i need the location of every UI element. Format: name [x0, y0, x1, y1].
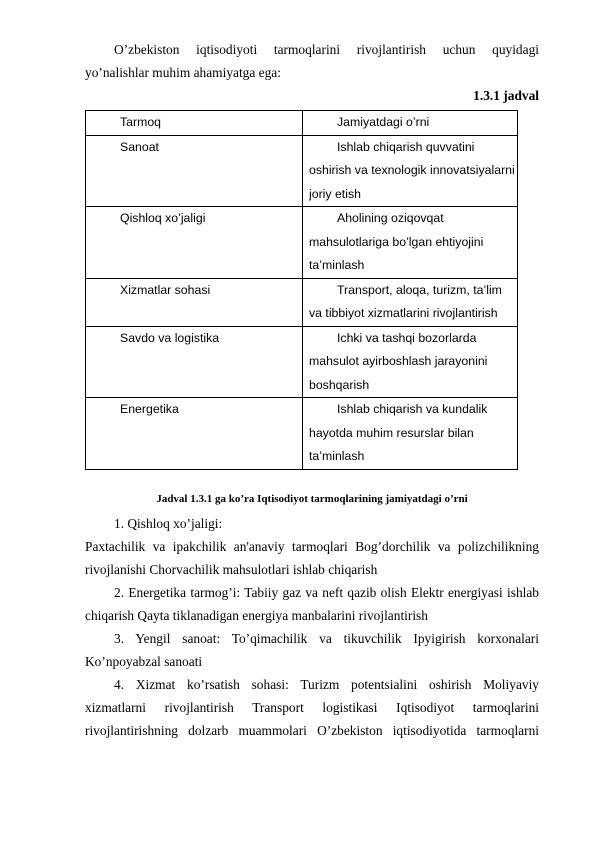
list-item-1-body: Paxtachilik va ipakchilik an'anaviy tarmoqlari Bog’dorchilik va polizchilikning rivojlanishi Chorvachilik mahsulotlari ishlab chiqarish — [85, 538, 539, 577]
table-header-row — [86, 111, 518, 136]
table-cell-sector: Savdo va logistika — [86, 326, 303, 398]
sectors-table — [85, 110, 518, 470]
table-cell-sector: Energetika — [86, 398, 303, 470]
table-row — [86, 278, 518, 326]
table-row — [86, 326, 518, 398]
table-row — [86, 135, 518, 207]
table-cell-role: Ishlab chiqarish quvvatini oshirish va texnologik innovatsiyalarni joriy etish — [303, 135, 518, 207]
table-caption: Jadval 1.3.1 ga ko’ra Iqtisodiyot tarmoqlarining jamiyatdagi o’rni — [156, 492, 468, 505]
table-cell-role: Ishlab chiqarish va kundalik hayotda muhim resurslar bilan ta’minlash — [303, 398, 518, 470]
list-item-4: 4. Xizmat ko’rsatish sohasi: Turizm potentsialini oshirish Moliyaviy xizmatlarni rivojlantirish Transport logistikasi Iqtisodiyot tarmoqlarini rivojlantirishning dolzarb muammolari O’zbekiston iqtisodiyotida tarmoqlarni — [85, 676, 539, 738]
list-item-1-title: 1. Qishloq xo’jaligi: — [114, 515, 223, 531]
table-number-label: 1.3.1 jadval — [473, 88, 539, 103]
table-cell-role: Transport, aloqa, turizm, ta’lim va tibbiyot xizmatlarini rivojlantirish — [303, 278, 518, 326]
document-page — [85, 38, 539, 742]
table-row — [86, 207, 518, 279]
table-row — [86, 398, 518, 470]
table-cell-role: Aholining oziqovqat mahsulotlariga bo’lgan ehtiyojini ta’minlash — [303, 207, 518, 279]
list-item-2: 2. Energetika tarmog’i: Tabiiy gaz va neft qazib olish Elektr energiyasi ishlab chiqarish Qayta tiklanadigan energiya manbalarini rivojlantirish — [85, 584, 539, 623]
table-cell-sector: Qishloq xo’jaligi — [86, 207, 303, 279]
table-cell-role: Ichki va tashqi bozorlarda mahsulot ayirboshlash jarayonini boshqarish — [303, 326, 518, 398]
table-cell-sector: Xizmatlar sohasi — [86, 278, 303, 326]
table-header-role: Jamiyatdagi o’rni — [303, 111, 518, 136]
table-header-sector: Tarmoq — [86, 111, 303, 136]
intro-paragraph: O’zbekiston iqtisodiyoti tarmoqlarini rivojlantirish uchun quyidagi yo’nalishlar muhim ahamiyatga ega: — [85, 42, 539, 80]
table-cell-sector: Sanoat — [86, 135, 303, 207]
list-item-3: 3. Yengil sanoat: To’qimachilik va tikuvchilik Ipyigirish korxonalari Ko’npoyabzal sanoati — [85, 630, 539, 669]
